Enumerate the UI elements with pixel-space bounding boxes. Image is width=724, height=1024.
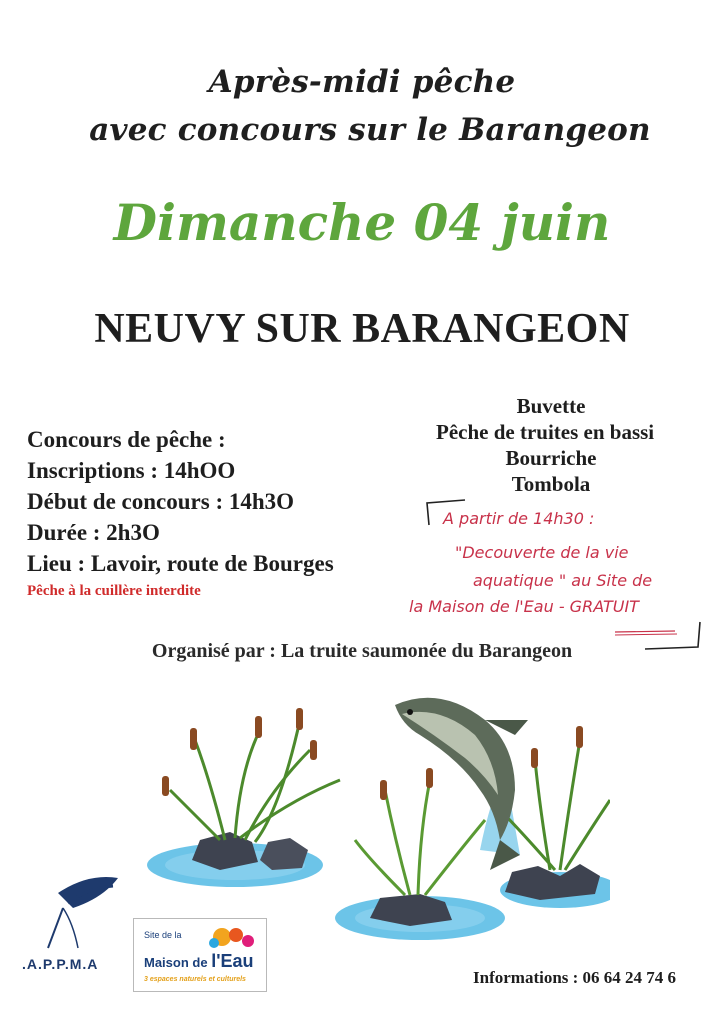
event-title: Après-midi pêche [208, 64, 516, 100]
contact-info: Informations : 06 64 24 74 6 [473, 968, 677, 987]
extra-item: Bourriche [505, 446, 597, 470]
contest-duration: Durée : 2h3O [27, 520, 160, 545]
contest-start: Début de concours : 14h3O [27, 489, 295, 514]
contest-location: Lieu : Lavoir, route de Bourges [27, 551, 334, 576]
contest-heading: Concours de pêche : [27, 427, 226, 452]
maison-name-part: Maison de [144, 955, 208, 970]
extras-list [436, 393, 724, 497]
extra-item: Pêche de truites en bassi [436, 420, 655, 444]
event-subtitle: avec concours sur le Barangeon [89, 112, 651, 148]
aappma-fish-icon [18, 868, 128, 953]
fish-reeds-illustration [140, 680, 610, 950]
aappma-label: .A.P.P.M.A [22, 956, 99, 972]
maison-eau-emblem-icon [204, 923, 264, 953]
handwritten-line: aquatique " au Site de [473, 571, 653, 590]
handwritten-line: la Maison de l'Eau - GRATUIT [409, 597, 639, 616]
rock [260, 838, 308, 870]
event-date: Dimanche 04 juin [113, 193, 611, 252]
contest-registration: Inscriptions : 14hOO [27, 458, 236, 483]
cattails-center [380, 768, 433, 800]
contest-details [27, 424, 334, 579]
maison-name-eau: l'Eau [211, 951, 254, 971]
event-town: NEUVY SUR BARANGEON [94, 306, 630, 352]
maison-name [144, 951, 254, 972]
maison-eau-logo [133, 918, 267, 992]
extra-item: Buvette [516, 394, 586, 418]
contest-warning: Pêche à la cuillère interdite [27, 583, 201, 599]
extra-item: Tombola [511, 472, 591, 496]
organizer-line: Organisé par : La truite saumonée du Barangeon [151, 640, 573, 662]
handwritten-note [409, 497, 715, 657]
reeds-center [355, 780, 485, 895]
maison-tagline: 3 espaces naturels et culturels [144, 976, 246, 983]
handwritten-line: A partir de 14h30 : [443, 509, 595, 528]
handwritten-line: "Decouverte de la vie [455, 543, 629, 562]
maison-small-text: Site de la [144, 930, 182, 940]
